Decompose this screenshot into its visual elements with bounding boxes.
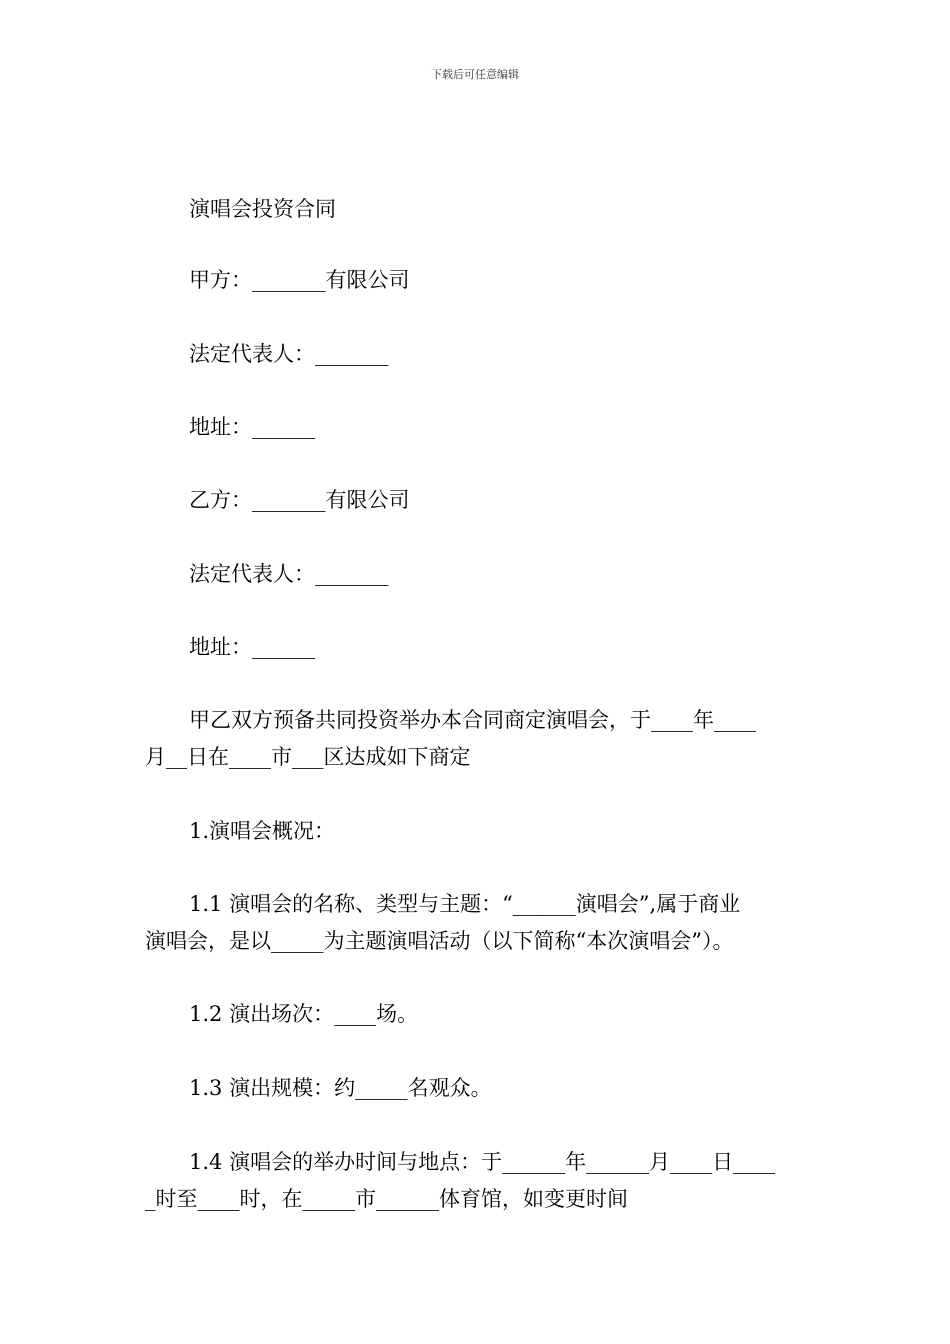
clause-1-1-line-2: 演唱会，是以_____为主题演唱活动（以下简称“本次演唱会”）。 [145, 929, 734, 953]
party-b-line: 乙方：_______有限公司 [189, 488, 410, 512]
intro-paragraph-line-1: 甲乙双方预备共同投资举办本合同商定演唱会，于____年____ [189, 708, 756, 732]
intro-paragraph [145, 702, 815, 776]
party-a-line: 甲方：_______有限公司 [189, 268, 410, 292]
intro-paragraph-line-2: 月__日在____市___区达成如下商定 [145, 745, 471, 769]
party-b-address-line: 地址：______ [189, 635, 315, 659]
party-a-address-line: 地址：______ [189, 415, 315, 439]
clause-1-1-line-1: 1.1 演唱会的名称、类型与主题：“______演唱会”,属于商业 [189, 892, 741, 916]
page-header-note: 下载后可任意编辑 [431, 68, 519, 81]
clause-1-1-paragraph [145, 886, 815, 960]
party-b-representative-line: 法定代表人：_______ [189, 562, 389, 586]
party-a-representative-line: 法定代表人：_______ [189, 342, 389, 366]
contract-title: 演唱会投资合同 [189, 197, 336, 221]
clause-1-4-line-1: 1.4 演唱会的举办时间与地点：于______年______月____日____ [189, 1150, 776, 1174]
clause-1-2: 1.2 演出场次：____场。 [189, 1002, 419, 1026]
clause-1-3: 1.3 演出规模：约_____名观众。 [189, 1076, 492, 1100]
clause-1-4-paragraph [145, 1144, 815, 1218]
clause-1-4-line-2: _时至____时，在_____市______体育馆，如变更时间 [145, 1187, 628, 1211]
section-1-title: 1.演唱会概况： [189, 819, 336, 843]
